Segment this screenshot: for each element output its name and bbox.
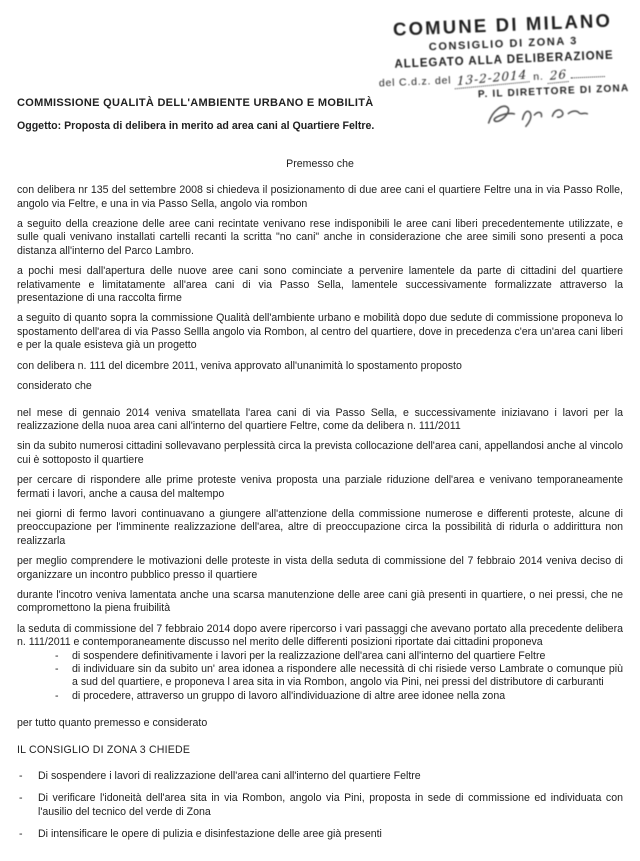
paragraph-aree-recintate: a seguito della creazione delle aree cani recintate venivano rese indisponibili le aree cani liberi precedentemente utilizzate, e sulle quali venivano installati cartelli recanti la scritta "no cani" anche in considerazione che aree simili sono presenti a poca distanza all'interno del Parco Lambro. [17,218,623,257]
paragraph-manutenzione: durante l'incotro veniva lamentata anche una scarsa manutenzione delle aree cani già presenti in quartiere, o nei pressi, che ne compromettono la piena fruibilità [17,588,623,615]
stamp-signer-title: P. IL DIRETTORE DI ZONA [477,83,630,101]
handwritten-number: 26 [547,67,568,84]
dotted-line [570,67,604,78]
document-body [17,97,623,851]
request-item-sospendere: - Di sospendere i lavori di realizzazione dell'area cani all'interno del quartiere Feltre [17,770,623,783]
request-item-verificare: - Di verificare l'idoneità dell'area sita in via Rombon, angolo via Pini, proposta in sede di commissione ed individuata con l'ausilio del tecnico del verde di Zona [17,792,623,819]
commission-title: COMMISSIONE QUALITÀ DELL'AMBIENTE URBANO E MOBILITÀ [17,97,374,109]
paragraph-delibera-135: con delibera nr 135 del settembre 2008 si chiedeva il posizionamento di due aree cani el quartiere Feltre una in via Passo Rolle, angolo via Feltre, e una in via Passo Sella, angolo via rombon [17,184,623,210]
proposal-list [17,650,623,704]
stamp-ref-number-label: n. [532,70,544,84]
request-item-intensificare: - Di intensificare le opere di pulizia e disinfestazione delle aree già presenti [17,828,623,841]
paragraph-perplessita: sin da subito numerosi cittadini sollevavano perplessità circa la prevista collocazione dell'area cani, appellandosi anche al vincolo cui è sottoposto il quartiere [17,440,623,466]
stamp-council-line: CONSIGLIO DI ZONA 3 [428,35,579,54]
section-considerato: considerato che [17,380,92,393]
closing-line: per tutto quanto premesso e considerato [17,717,208,730]
proposal-item-gruppo-lavoro: - di procedere, attraverso un gruppo di lavoro all'individuazione di altre aree idonee nella zona [17,690,623,703]
subject-line: Oggetto: Proposta di delibera in merito ad area cani al Quartiere Feltre. [17,120,375,133]
paragraph-delibera-111: con delibera n. 111 del dicembre 2011, veniva approvato all'unanimità lo spostamento proposto [17,359,462,372]
section-premesso: Premesso che [286,157,354,170]
stamp-municipality-line: COMUNE DI MILANO [392,9,613,40]
handwritten-date: 13-2-2014 [455,67,529,89]
council-request-heading: IL CONSIGLIO DI ZONA 3 CHIEDE [17,743,191,756]
paragraph-seduta-7-febbraio: la seduta di commissione del 7 febbraio 2014 dopo avere ripercorso i vari passaggi che avevano portato alla precedente delibera n. 111/2011 e contemporaneamente discusso nel merito delle differenti posizioni riportate dai cittadini proponeva [17,622,623,649]
paragraph-proposta-spostamento: a seguito di quanto sopra la commissione Qualità dell'ambiente urbano e mobilità dopo due sedute di commissione proponeva lo spostamento dell'area di via Passo Sellla angolo via Rombon, al centro del quartiere, dove in precedenza c'era un'area cani liberi e per la quale esisteva già un progetto [17,312,623,352]
stamp-attachment-line: ALLEGATO ALLA DELIBERAZIONE [394,49,614,71]
paragraph-lamentele: a pochi mesi dall'apertura delle nuove aree cani sono cominciate a pervenire lamentele da parte di cittadini del quartiere relativamente e limitatamente all'area cani di via Passo Sella, lamentele successivamente formalizzate attraverso la presentazione di una raccolta firme [17,265,623,305]
proposal-item-nuova-area: - di individuare sin da subito un' area idonea a rispondere alle necessità di chi risiede verso Lambrate o comunque più a sud del quartiere, e proponeva l area sita in via Rombon, angolo via Pini, nei pressi del distributore di carburanti [17,663,623,690]
proposal-item-sospensione: - di sospendere definitivamente i lavori per la realizzazione dell'area cani all'interno del quartiere Feltre [17,650,623,663]
paragraph-incontro-pubblico: per meglio comprendere le motivazioni delle proteste in vista della seduta di commissione del 7 febbraio 2014 veniva deciso di organizzare un incontro pubblico presso il quartiere [17,555,623,581]
request-list [17,770,623,842]
paragraph-proteste: nei giorni di fermo lavori continuavano a giungere all'attenzione della commissione numerose e differenti proteste, alcune di preoccupazione per l'imminente realizzazione dell'area, altre di preoccupazione circa la possibilità di ridurla o addirittura non realizzarla [17,507,623,547]
stamp-ref-prefix: del C.d.z. del [378,74,452,90]
paragraph-smantellamento: nel mese di gennaio 2014 veniva smatellata l'area cani di via Passo Sella, e successivamente iniziavano i lavori per la realizzazione della nuoa area cani all'interno del quartiere Feltre, come da delibera n. 111/2011 [17,406,623,432]
paragraph-riduzione-area: per cercare di rispondere alle prime proteste veniva proposta una parziale riduzione dell'area e venivano temporaneamente fermati i lavori, anche a causa del maltempo [17,474,623,500]
